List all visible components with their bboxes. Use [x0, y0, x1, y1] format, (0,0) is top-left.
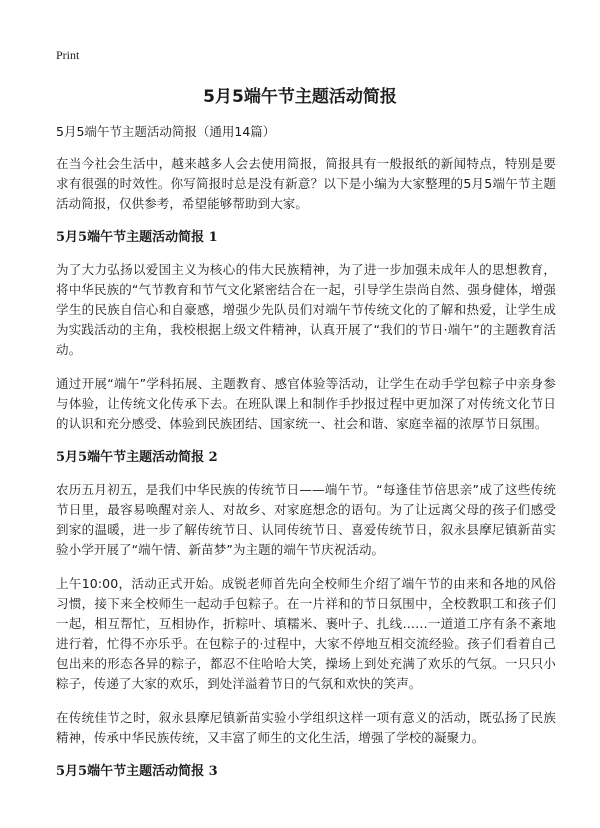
section-heading-2: 5月5端午节主题活动简报 2 — [56, 450, 218, 465]
section-1-paragraph-1: 为了大力弘扬以爱国主义为核心的伟大民族精神，为了进一步加强未成年人的思想教育，将中华民族的“气节教育和节气文化紧密结合在一起，引导学生崇尚自然、强身健体，增强学生的民族自信心和自豪感，增强少先队员们对端午节传统文化的了解和热爱，让学生成为实践活动的主角，我校根据上级文件精神，认真开展了“我们的节日·端午”的主题教育活动。 — [56, 262, 556, 357]
print-link[interactable]: Print — [56, 48, 80, 62]
section-heading-3: 5月5端午节主题活动简报 3 — [56, 764, 218, 779]
section-2-paragraph-1: 农历五月初五，是我们中华民族的传统节日——端午节。“每逢佳节倍思亲”成了这些传统节日里，最容易唤醒对亲人、对故乡、对家庭想念的语句。为了让远离父母的孩子们感受到家的温暖，进一步了解传统节日、认同传统节日、喜爱传统节日，叙永县摩尼镇新苗实验小学开展了“端午情、新苗梦”为主题的端午节庆祝活动。 — [56, 482, 556, 557]
section-heading-1: 5月5端午节主题活动简报 1 — [56, 230, 218, 245]
section-2-paragraph-2: 上午10:00，活动正式开始。成锐老师首先向全校师生介绍了端午节的由来和各地的风俗习惯，接下来全校师生一起动手包粽子。在一片祥和的节日氛围中，全校教职工和孩子们一起，相互帮忙，互相协作，折粽叶、填糯米、裹叶子、扎线……一道道工序有条不紊地进行着，忙得不亦乐乎。在包粽子的·过程中，大家不停地互相交流经验。孩子们看着自己包出来的形态各异的粽子，都忍不住哈哈大笑，操场上到处充满了欢乐的气氛。一只只小粽子，传递了大家的欢乐，到处洋溢着节日的气氛和欢快的笑声。 — [56, 576, 556, 691]
article-body — [56, 122, 556, 794]
intro-paragraph: 在当今社会生活中，越来越多人会去使用简报，简报具有一般报纸的新闻特点，特别是要求有很强的时效性。你写简报时总是没有新意？以下是小编为大家整理的5月5端午节主题活动简报，仅供参考，希望能够帮助到大家。 — [56, 156, 556, 211]
page-title: 5月5端午节主题活动简报 — [203, 87, 397, 107]
article-subtitle: 5月5端午节主题活动简报（通用14篇） — [56, 124, 276, 139]
section-1-paragraph-2: 通过开展“端午”学科拓展、主题教育、感官体验等活动，让学生在动手学包粽子中亲身参与体验，让传统文化传承下去。在班队课上和制作手抄报过程中更加深了对传统文化节日的认识和充分感受、体验到民族团结、国家统一、社会和谐、家庭幸福的浓厚节日氛围。 — [56, 376, 556, 431]
section-2-paragraph-3: 在传统佳节之时，叙永县摩尼镇新苗实验小学组织这样一项有意义的活动，既弘扬了民族精神，传承中华民族传统，又丰富了师生的文化生活，增强了学校的凝聚力。 — [56, 710, 556, 745]
